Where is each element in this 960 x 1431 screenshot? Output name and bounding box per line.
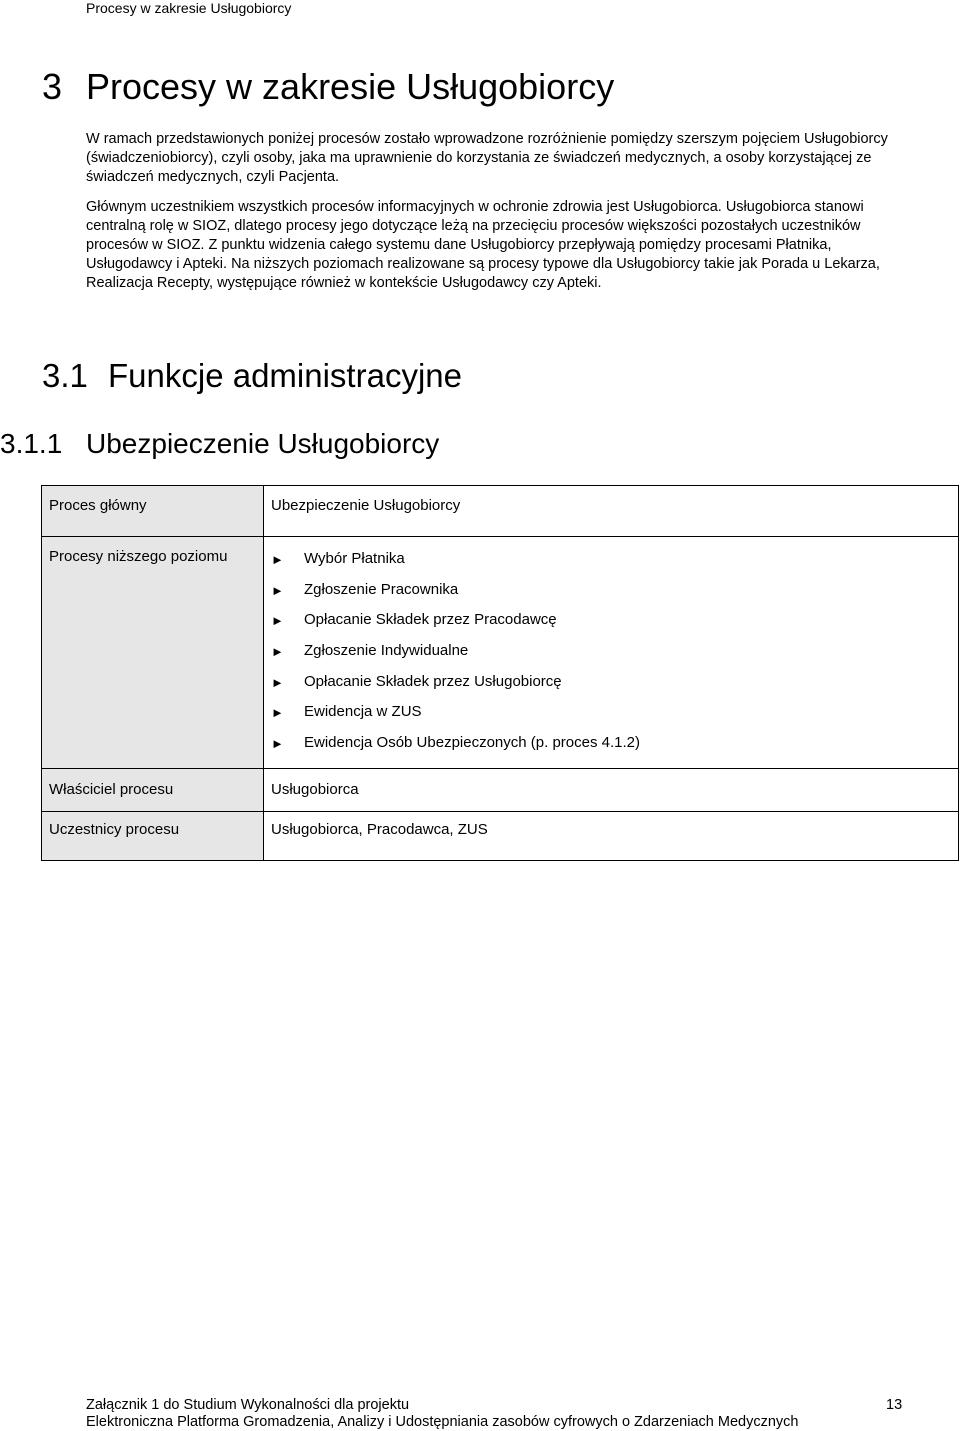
list-item [271,580,951,611]
subprocess-label: Wybór Płatnika [304,550,405,567]
list-item [271,610,951,641]
subprocesses-list [264,537,959,769]
list-item [271,702,951,733]
bullet-arrow-icon: ► [271,582,284,598]
footer-line-2: Elektroniczna Platforma Gromadzenia, Analizy i Udostępniania zasobów cyfrowych o Zdarzeniach Medycznych [86,1414,799,1430]
table-row-subprocesses [42,537,959,769]
main-process-label: Proces główny [42,486,264,537]
bullet-arrow-icon: ► [271,674,284,690]
footer-line-1: Załącznik 1 do Studium Wykonalności dla projektu [86,1397,410,1413]
subprocess-label: Opłacanie Składek przez Usługobiorcę [304,672,562,690]
subprocesses-label: Procesy niższego poziomu [42,537,264,769]
owner-value: Usługobiorca [264,769,959,812]
section-number: 3 [42,66,63,107]
section-title: Procesy w zakresie Usługobiorcy [86,66,615,107]
paragraph-intro: W ramach przedstawionych poniżej procesów zostało wprowadzone rozróżnienie pomiędzy szerszym pojęciem Usługobiorcy (świadczeniobiorcy), czyli osoby, jaka ma uprawnienie do korzystania ze świadczeń medycznych, a osoby korzystającej ze świadczeń medycznych, czyli Pacjenta. [86,131,888,185]
subsection-heading [42,356,462,396]
main-process-value: Ubezpieczenie Usługobiorcy [264,486,959,537]
list-item [271,549,951,580]
list-item [271,672,951,703]
bullet-arrow-icon: ► [271,613,284,629]
list-item [271,733,951,764]
subprocess-label: Zgłoszenie Indywidualne [304,642,469,660]
subsection-number: 3.1 [42,357,88,394]
table-row-owner [42,769,959,812]
bullet-arrow-icon: ► [271,736,284,752]
process-table [41,485,959,861]
section-heading [42,66,614,108]
subprocess-label: Opłacanie Składek przez Pracodawcę [304,611,557,629]
participants-value: Usługobiorca, Pracodawca, ZUS [264,812,959,861]
subsection-title: Funkcje administracyjne [108,357,462,394]
owner-label: Właściciel procesu [42,769,264,812]
subsubsection-title: Ubezpieczenie Usługobiorcy [86,428,440,459]
participants-label: Uczestnicy procesu [42,812,264,861]
subprocess-label: Ewidencja Osób Ubezpieczonych (p. proces 4.1.2) [304,734,641,752]
subprocess-label: Zgłoszenie Pracownika [304,580,459,598]
subprocess-label: Ewidencja w ZUS [304,703,422,721]
table-row-main-process [42,486,959,537]
running-header: Procesy w zakresie Usługobiorcy [86,0,292,16]
page-number: 13 [886,1397,903,1413]
subsubsection-heading [0,426,439,462]
bullet-arrow-icon: ► [271,552,284,567]
paragraph-main-participant: Głównym uczestnikiem wszystkich procesów informacyjnych w ochronie zdrowia jest Usługobiorca. Usługobiorca stanowi centralną rolę w SIOZ, dlatego procesy jego dotyczące leżą na przecięciu procesów większości pozostałych uczestników procesów w SIOZ. Z punktu widzenia całego systemu dane Usługobiorcy przepływają pomiędzy procesami Płatnika, Usługodawcy i Apteki. Na niższych poziomach realizowane są procesy typowe dla Usługobiorcy takie jak Porada u Lekarza, Realizacja Recepty, występujące również w kontekście Usługodawcy czy Apteki. [86,199,880,291]
bullet-arrow-icon: ► [271,644,284,660]
bullet-arrow-icon: ► [271,705,284,721]
table-row-participants [42,812,959,861]
list-item [271,641,951,672]
subsubsection-number: 3.1.1 [0,428,63,459]
